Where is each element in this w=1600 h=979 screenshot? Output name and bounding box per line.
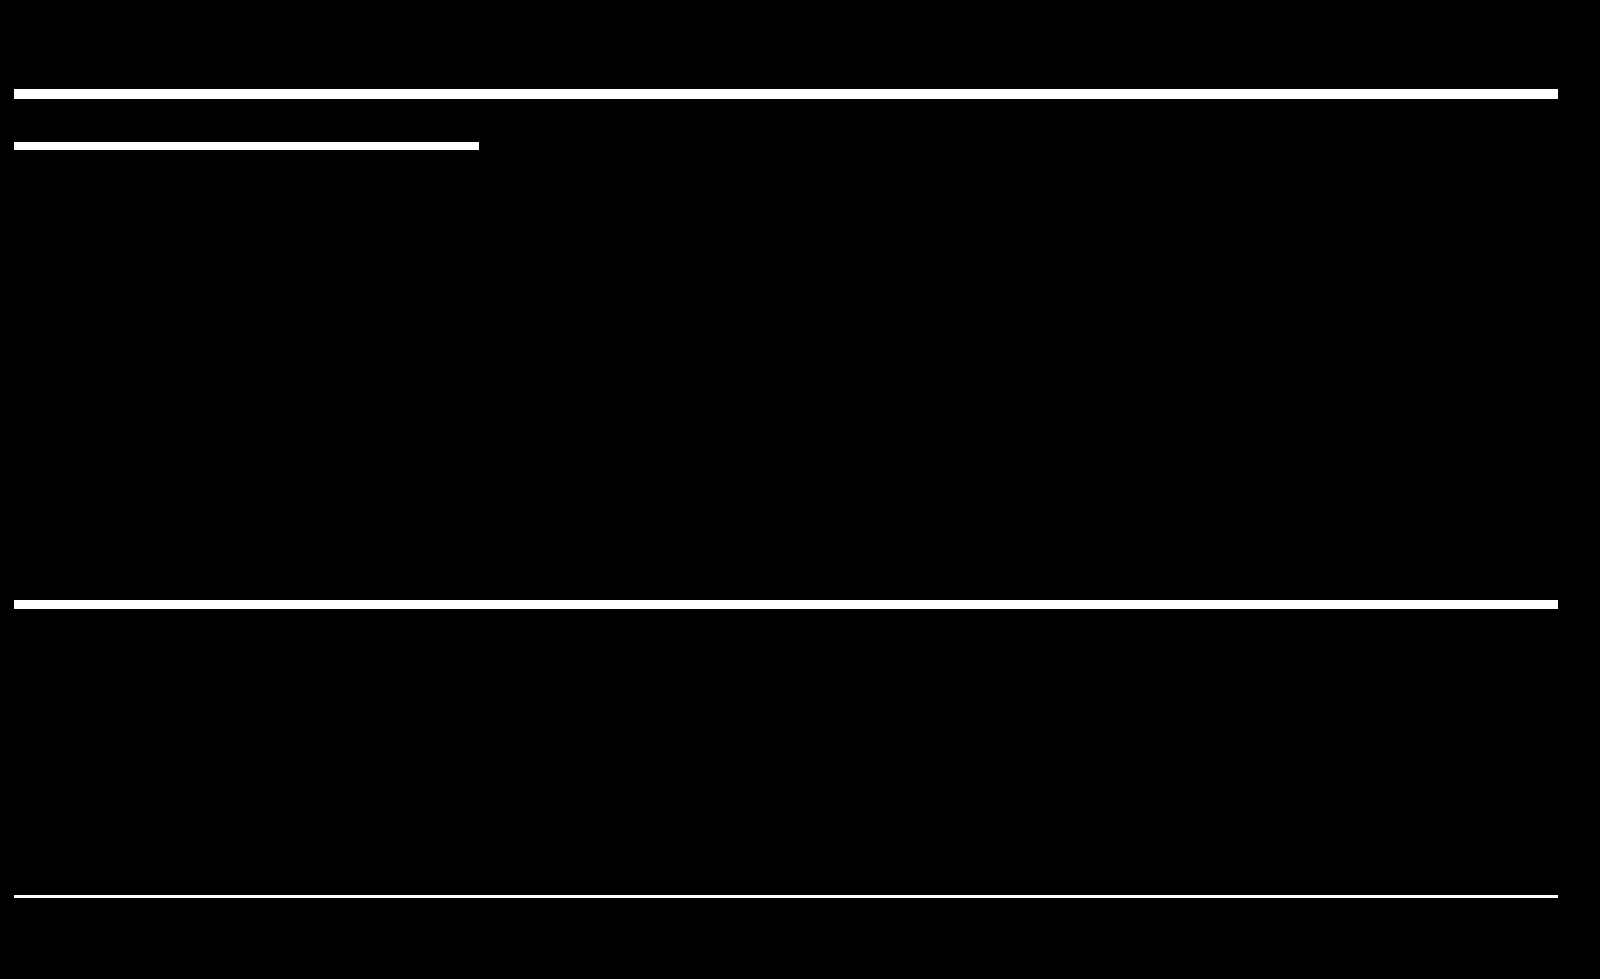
mid-thick-rule bbox=[14, 600, 1558, 609]
top-thick-rule bbox=[14, 89, 1558, 99]
proprietary-header bbox=[15, 624, 1560, 650]
column-header-rule bbox=[14, 142, 479, 150]
bottom-rule bbox=[14, 895, 1558, 898]
serving-info bbox=[15, 56, 41, 82]
proprietary-blend bbox=[15, 624, 1560, 650]
